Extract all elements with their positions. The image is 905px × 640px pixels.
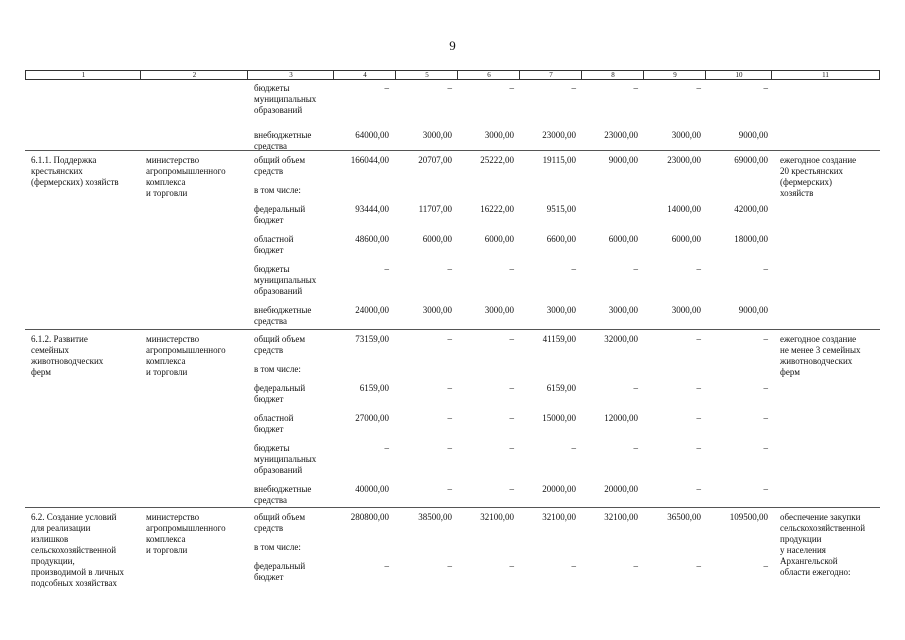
value-cell: – [447,264,452,274]
value-cell: – [571,264,576,274]
value-cell: 36500,00 [667,512,701,522]
row-label: общий объем средств [254,334,306,355]
value-cell: 93444,00 [355,204,389,214]
section-executor: министерство агропромышленного комплекса и торговли [146,334,226,377]
section-title: 6.1.2. Развитие семейных животноводческих ферм [31,334,104,377]
value-cell: 32100,00 [480,512,514,522]
row-label: федеральный бюджет [254,383,306,404]
value-cell: 20000,00 [604,484,638,494]
value-cell: 23000,00 [542,130,576,140]
header-separator [395,71,396,79]
row-label: бюджеты муниципальных образований [254,264,317,296]
header-separator [457,71,458,79]
value-cell: 6600,00 [546,234,576,244]
value-cell: 32100,00 [542,512,576,522]
value-cell: – [571,561,576,571]
value-cell: 14000,00 [667,204,701,214]
section-divider [25,150,880,151]
value-cell: 9515,00 [546,204,576,214]
value-cell: 3000,00 [671,130,701,140]
value-cell: – [763,264,768,274]
page-number: 9 [449,38,456,53]
value-cell: – [509,334,514,344]
value-cell: 23000,00 [604,130,638,140]
value-cell: 32000,00 [604,334,638,344]
value-cell: – [509,264,514,274]
value-cell: – [696,413,701,423]
value-cell: 9000,00 [738,305,768,315]
value-cell: 3000,00 [422,130,452,140]
value-cell: – [696,83,701,93]
value-cell: – [571,83,576,93]
header-col-7: 7 [549,71,553,79]
value-cell: 15000,00 [542,413,576,423]
value-cell: – [447,413,452,423]
value-cell: – [509,561,514,571]
value-cell: 3000,00 [484,130,514,140]
header-separator [333,71,334,79]
value-cell: – [763,334,768,344]
value-cell: – [509,484,514,494]
value-cell: 12000,00 [604,413,638,423]
section-result: обеспечение закупки сельскохозяйственной продукции у населения Архангельской области ежегодно: [780,512,866,577]
value-cell: 42000,00 [734,204,768,214]
value-cell: 48600,00 [355,234,389,244]
value-cell: – [447,561,452,571]
value-cell: – [763,561,768,571]
value-cell: – [763,443,768,453]
value-cell: 3000,00 [422,305,452,315]
value-cell: – [633,561,638,571]
value-cell: 18000,00 [734,234,768,244]
value-cell: 6000,00 [484,234,514,244]
value-cell: 27000,00 [355,413,389,423]
value-cell: 6000,00 [608,234,638,244]
value-cell: – [696,443,701,453]
value-cell: – [384,83,389,93]
value-cell: – [509,443,514,453]
value-cell: – [384,561,389,571]
value-cell: – [509,413,514,423]
header-separator [581,71,582,79]
value-cell: 11707,00 [418,204,452,214]
header-separator [771,71,772,79]
header-separator [247,71,248,79]
row-label: общий объем средств [254,155,306,176]
header-col-6: 6 [487,71,491,79]
value-cell: – [763,383,768,393]
value-cell: 280800,00 [350,512,389,522]
value-cell: 19115,00 [542,155,576,165]
section-title: 6.2. Создание условий для реализации излишков сельскохозяйственной продукции, производимой в личных подсобных хозяйствах [31,512,124,588]
value-cell: 3000,00 [484,305,514,315]
value-cell: – [763,83,768,93]
row-label: федеральный бюджет [254,561,306,582]
header-col-8: 8 [611,71,615,79]
header-col-11: 11 [822,71,829,79]
value-cell: 69000,00 [734,155,768,165]
value-cell: – [447,83,452,93]
value-cell: – [509,83,514,93]
value-cell: – [447,443,452,453]
value-cell: 24000,00 [355,305,389,315]
value-cell: 41159,00 [542,334,576,344]
column-number-header [25,70,880,80]
value-cell: 9000,00 [738,130,768,140]
value-cell: 9000,00 [608,155,638,165]
row-label: в том числе: [254,542,301,552]
value-cell: 38500,00 [418,512,452,522]
row-label: областной бюджет [254,413,294,434]
row-label: внебюджетные средства [254,484,312,505]
value-cell: 6159,00 [546,383,576,393]
header-separator [643,71,644,79]
value-cell: – [633,264,638,274]
header-col-4: 4 [363,71,367,79]
value-cell: – [571,443,576,453]
header-col-10: 10 [735,71,743,79]
value-cell: – [696,264,701,274]
value-cell: 16222,00 [480,204,514,214]
value-cell: 20707,00 [418,155,452,165]
value-cell: 25222,00 [480,155,514,165]
value-cell: 73159,00 [355,334,389,344]
row-label: внебюджетные средства [254,305,312,326]
row-label: в том числе: [254,364,301,374]
section-result: ежегодное создание 20 крестьянских (фермерских) хозяйств [780,155,857,198]
value-cell: 6000,00 [671,234,701,244]
value-cell: 3000,00 [671,305,701,315]
row-label: бюджеты муниципальных образований [254,83,317,115]
value-cell: – [447,383,452,393]
row-label: областной бюджет [254,234,294,255]
section-divider [25,507,880,508]
value-cell: 3000,00 [546,305,576,315]
value-cell: 6000,00 [422,234,452,244]
header-separator [519,71,520,79]
value-cell: 32100,00 [604,512,638,522]
header-col-3: 3 [289,71,293,79]
value-cell: – [633,443,638,453]
row-label: федеральный бюджет [254,204,306,225]
section-executor: министерство агропромышленного комплекса и торговли [146,512,226,555]
value-cell: – [696,561,701,571]
value-cell: – [763,484,768,494]
value-cell: 64000,00 [355,130,389,140]
value-cell: – [696,334,701,344]
row-label: в том числе: [254,185,301,195]
section-executor: министерство агропромышленного комплекса и торговли [146,155,226,198]
value-cell: – [384,443,389,453]
value-cell: – [696,383,701,393]
header-col-5: 5 [425,71,429,79]
value-cell: 23000,00 [667,155,701,165]
row-label: общий объем средств [254,512,306,533]
value-cell: 40000,00 [355,484,389,494]
value-cell: 109500,00 [729,512,768,522]
value-cell: 3000,00 [608,305,638,315]
header-col-1: 1 [81,71,86,79]
value-cell: 20000,00 [542,484,576,494]
value-cell: – [509,383,514,393]
value-cell: – [763,413,768,423]
value-cell: – [447,484,452,494]
value-cell: – [696,484,701,494]
value-cell: – [633,83,638,93]
row-label: бюджеты муниципальных образований [254,443,317,475]
value-cell: 6159,00 [359,383,389,393]
value-cell: 166044,00 [350,155,389,165]
row-label: внебюджетные средства [254,130,312,151]
section-title: 6.1.1. Поддержка крестьянских (фермерских) хозяйств [31,155,119,187]
value-cell: – [384,264,389,274]
value-cell: – [447,334,452,344]
header-separator [705,71,706,79]
header-separator [140,71,141,79]
section-divider [25,329,880,330]
section-result: ежегодное создание не менее 3 семейных животноводческих ферм [780,334,861,377]
value-cell: – [633,383,638,393]
header-col-9: 9 [673,71,677,79]
header-col-2: 2 [192,71,197,79]
